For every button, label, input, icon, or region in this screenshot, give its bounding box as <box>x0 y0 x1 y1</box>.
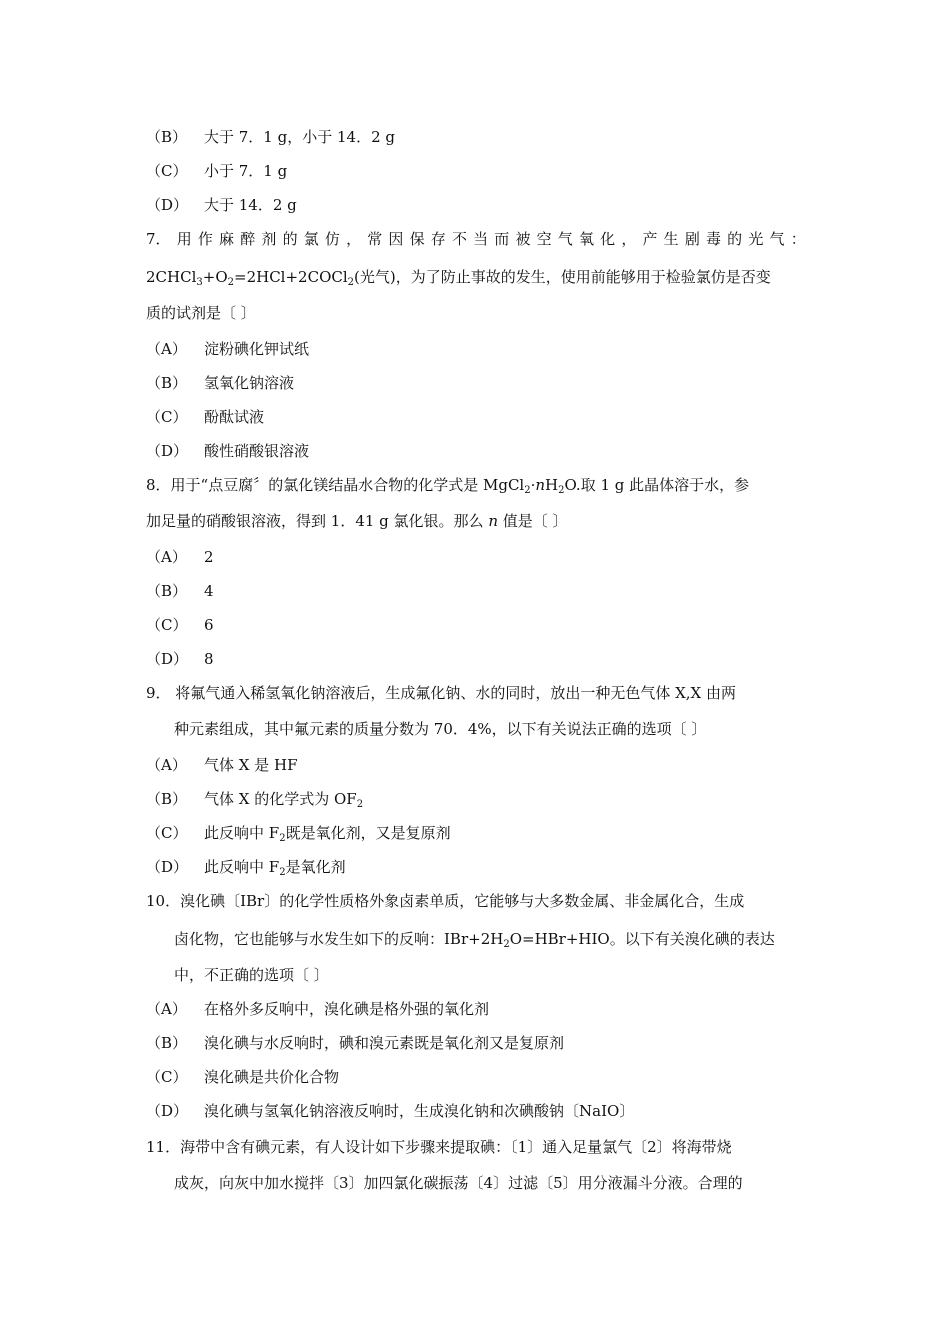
q11-stem-line-2: 成灰，向灰中加水搅拌〔3〕加四氯化碳振荡〔4〕过滤〔5〕用分液漏斗分液。合理的 <box>174 1174 743 1192</box>
q7-line1-char: 7． <box>146 230 171 248</box>
q7-line1-char: 作 <box>197 230 213 248</box>
q7-line1-char: 不 <box>451 230 467 248</box>
q7-line1-char: 存 <box>430 230 446 248</box>
q7-line1-char: 仿 <box>324 230 340 248</box>
q7-stem-line-2 <box>146 267 771 287</box>
q7-option-a <box>146 339 309 359</box>
option-label: （A） <box>146 340 187 358</box>
q7-line1-char: 用 <box>176 230 192 248</box>
q10-option-b <box>146 1033 564 1053</box>
q10-option-c <box>146 1067 339 1087</box>
option-label: （A） <box>146 548 187 566</box>
option-label: （C） <box>146 824 188 842</box>
subscript: 2 <box>347 277 355 288</box>
q10-stem-line-1: 10．溴化碘〔IBr〕的化学性质格外象卤素单质，它能够与大多数金属、非金属化合，生成 <box>146 892 745 910</box>
q7-option-c <box>146 407 264 427</box>
q6-option-b <box>146 127 395 147</box>
q9-option-b <box>146 789 363 809</box>
subscript: 2 <box>524 485 531 496</box>
option-text: 6 <box>204 616 214 634</box>
option-text: 氢氧化钠溶液 <box>204 374 295 392</box>
option-label: （B） <box>146 582 188 600</box>
q6-option-d <box>146 195 297 215</box>
option-label: （B） <box>146 374 188 392</box>
stem-text: O=HBr+HIO。以下有关溴化碘的表达 <box>509 930 775 948</box>
q7-line1-char: 氧 <box>578 230 594 248</box>
option-label: （D） <box>146 1102 189 1120</box>
option-label: （C） <box>146 616 188 634</box>
stem-text: 8．用于“点豆腐〞的氯化镁结晶水合物的化学式是 MgCl <box>146 476 525 494</box>
q7-line1-char: 的 <box>282 230 298 248</box>
q9-option-c <box>146 823 451 843</box>
equation-part: =2HCl+2COCl <box>234 268 348 286</box>
option-text: 气体 X 是 HF <box>204 756 298 774</box>
subscript: 2 <box>279 867 286 878</box>
q10-option-a <box>146 999 489 1019</box>
equation-part: 2CHCl <box>146 268 197 286</box>
q7-line1-char: ， <box>346 230 362 248</box>
option-label: （C） <box>146 162 188 180</box>
q8-option-d <box>146 649 214 669</box>
option-text: 小于 7．1 g <box>204 162 288 180</box>
q8-stem-line-2 <box>146 511 568 531</box>
stem-text: H <box>545 476 559 494</box>
q7-line1-char: 氯 <box>303 230 319 248</box>
q10-stem-line-2 <box>174 929 775 949</box>
option-text: 淀粉碘化钾试纸 <box>204 340 310 358</box>
option-text: 2 <box>204 548 214 566</box>
q7-line1-char: ： <box>790 230 806 248</box>
option-text: 8 <box>204 650 214 668</box>
option-text: 溴化碘是共价化合物 <box>204 1068 340 1086</box>
option-text: 溴化碘与氢氧化钠溶液反响时，生成溴化钠和次碘酸钠〔NaIO〕 <box>204 1102 635 1120</box>
q10-stem-line-3: 中，不正确的选项〔 〕 <box>174 966 329 984</box>
option-label: （B） <box>146 790 188 808</box>
q7-line1-char: 产 <box>642 230 658 248</box>
option-label: （A） <box>146 1000 187 1018</box>
q9-stem-line-1: 9． 将氟气通入稀氢氧化钠溶液后，生成氟化钠、水的同时，放出一种无色气体 X,X 由两 <box>146 684 736 702</box>
q7-line1-char: 因 <box>388 230 404 248</box>
option-label: （D） <box>146 858 189 876</box>
option-label: （B） <box>146 128 188 146</box>
q7-line1-char: ， <box>621 230 637 248</box>
q9-stem-line-2: 种元素组成，其中氟元素的质量分数为 70．4%，以下有关说法正确的选项〔 〕 <box>174 720 707 738</box>
q7-line1-char: 空 <box>536 230 552 248</box>
q7-line1-char: 生 <box>663 230 679 248</box>
q11-stem-line-1: 11．海带中含有碘元素，有人设计如下步骤来提取碘：〔1〕通入足量氯气〔2〕将海带烧 <box>146 1138 732 1156</box>
q7-line1-char: 而 <box>494 230 510 248</box>
q8-option-a <box>146 547 214 567</box>
q7-line1-char: 保 <box>409 230 425 248</box>
subscript: 2 <box>279 833 286 844</box>
q7-line1-char: 剂 <box>261 230 277 248</box>
option-text: 酚酞试液 <box>204 408 265 426</box>
option-text: 大于 14．2 g <box>204 196 297 214</box>
option-text: 在格外多反响中，溴化碘是格外强的氧化剂 <box>204 1000 490 1018</box>
q7-line1-char: 气 <box>557 230 573 248</box>
q8-stem-line-1 <box>146 475 749 495</box>
subscript: 3 <box>196 277 203 288</box>
q9-option-d <box>146 857 346 877</box>
q7-line1-char: 气 <box>769 230 785 248</box>
q9-option-a <box>146 755 297 775</box>
option-label: （D） <box>146 650 189 668</box>
option-text: 气体 X 的化学式为 OF <box>204 790 357 808</box>
q7-stem-line-1 <box>146 229 806 249</box>
option-label: （D） <box>146 442 189 460</box>
subscript: 2 <box>503 939 510 950</box>
option-label: （B） <box>146 1034 188 1052</box>
option-text: 溴化碘与水反响时，碘和溴元素既是氧化剂又是复原剂 <box>204 1034 565 1052</box>
equation-part: +O <box>202 268 228 286</box>
q10-option-d <box>146 1101 634 1121</box>
q7-stem-line-3: 质的试剂是〔 〕 <box>146 304 256 322</box>
q7-line1-char: 毒 <box>706 230 722 248</box>
option-text: 此反响中 F <box>204 824 280 842</box>
stem-text: O.取 1 g 此晶体溶于水，参 <box>564 476 750 494</box>
q7-line1-char: 化 <box>600 230 616 248</box>
q7-line1-char: 被 <box>515 230 531 248</box>
q8-option-b <box>146 581 214 601</box>
stem-text: 值是〔 〕 <box>497 512 568 530</box>
q7-option-b <box>146 373 294 393</box>
variable-n: n <box>535 476 546 494</box>
q7-line1-char: 麻 <box>219 230 235 248</box>
option-label: （D） <box>146 196 189 214</box>
stem-text: 加足量的硝酸银溶液，得到 1．41 g 氯化银。那么 <box>146 512 489 530</box>
q6-option-c <box>146 161 287 181</box>
option-text: 4 <box>204 582 214 600</box>
variable-n: n <box>488 512 498 530</box>
option-text: 此反响中 F <box>204 858 280 876</box>
q7-line1-char: 的 <box>727 230 743 248</box>
q7-line1-char: 醉 <box>240 230 256 248</box>
option-label: （C） <box>146 1068 188 1086</box>
stem-text: 卤化物，它也能够与水发生如下的反响：IBr+2H <box>174 930 504 948</box>
option-text-tail: 是氧化剂 <box>285 858 346 876</box>
option-text-tail: 既是氧化剂，又是复原剂 <box>285 824 451 842</box>
option-label: （C） <box>146 408 188 426</box>
equation-part: (光气)，为了防止事故的发生，使用前能够用于检验氯仿是否变 <box>354 268 771 286</box>
q7-line1-char: 光 <box>748 230 764 248</box>
q7-line1-char: 当 <box>473 230 489 248</box>
option-text: 酸性硝酸银溶液 <box>204 442 310 460</box>
stem-text: · <box>530 476 536 494</box>
q7-line1-char: 常 <box>367 230 383 248</box>
q7-option-d <box>146 441 309 461</box>
option-label: （A） <box>146 756 187 774</box>
q7-line1-char: 剧 <box>684 230 700 248</box>
q8-option-c <box>146 615 214 635</box>
subscript: 2 <box>227 277 235 288</box>
option-text: 大于 7．1 g，小于 14．2 g <box>204 128 395 146</box>
subscript: 2 <box>558 485 565 496</box>
subscript: 2 <box>356 799 364 810</box>
